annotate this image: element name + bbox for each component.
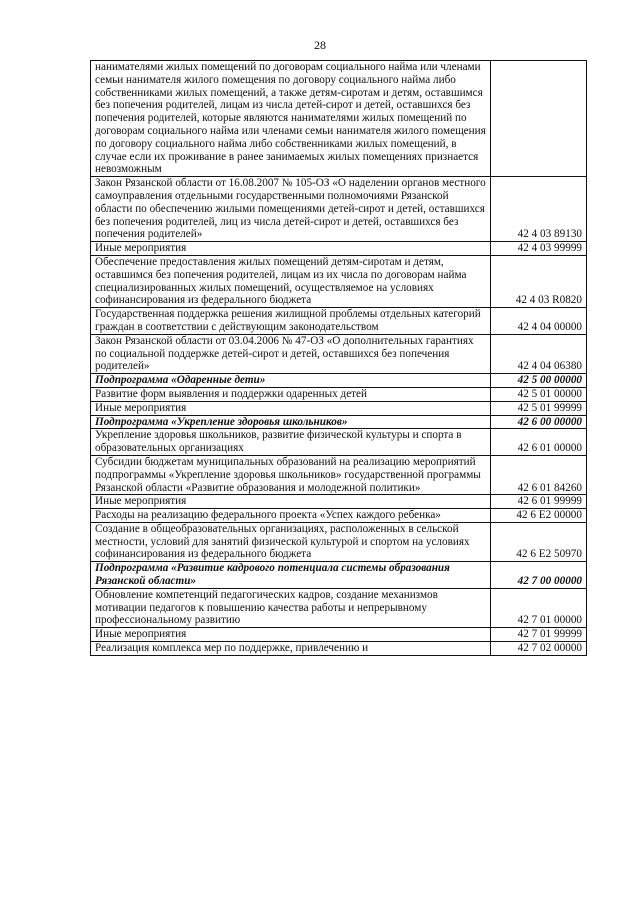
row-name-cell: Подпрограмма «Развитие кадрового потенциала системы образования Рязанской области» (91, 562, 491, 589)
table-row (91, 334, 587, 373)
row-code-cell (491, 61, 587, 177)
row-name-cell: Реализация комплекса мер по поддержке, привлечению и (91, 642, 491, 656)
subprogram-row (91, 562, 587, 589)
table-row (91, 242, 587, 256)
table-row (91, 308, 587, 335)
table-row (91, 509, 587, 523)
row-name-cell: Подпрограмма «Одаренные дети» (91, 374, 491, 388)
table-row (91, 522, 587, 561)
row-code-cell: 42 7 02 00000 (491, 642, 587, 656)
row-code-cell: 42 6 01 99999 (491, 495, 587, 509)
row-code-cell: 42 5 01 99999 (491, 401, 587, 415)
row-name-cell: Закон Рязанской области от 16.08.2007 № 105-ОЗ «О наделении органов местного самоуправления отдельными государственными полномочиями Рязанской области по обеспечению жилыми помещениями детей-сирот и детей, оставшихся без попечения родителей, лиц из числа детей-сирот и детей, оставшихся без попечения родителей» (91, 177, 491, 242)
table-row (91, 429, 587, 456)
row-code-cell: 42 5 00 00000 (491, 374, 587, 388)
row-code-cell: 42 7 01 00000 (491, 588, 587, 627)
table-row (91, 61, 587, 177)
row-name-cell: Создание в общеобразовательных организациях, расположенных в сельской местности, условий для занятий физической культурой и спортом на условиях софинансирования из федерального бюджета (91, 522, 491, 561)
row-name-cell: Подпрограмма «Укрепление здоровья школьников» (91, 415, 491, 429)
row-code-cell: 42 6 E2 50970 (491, 522, 587, 561)
row-code-cell: 42 4 04 06380 (491, 334, 587, 373)
row-code-cell: 42 6 00 00000 (491, 415, 587, 429)
row-name-cell: Развитие форм выявления и поддержки одаренных детей (91, 387, 491, 401)
row-name-cell: Закон Рязанской области от 03.04.2006 № 47-ОЗ «О дополнительных гарантиях по социальной поддержке детей-сирот и детей, оставшихся без попечения родителей» (91, 334, 491, 373)
row-code-cell: 42 4 03 R0820 (491, 255, 587, 307)
subprogram-row (91, 415, 587, 429)
row-name-cell: Расходы на реализацию федерального проекта «Успех каждого ребенка» (91, 509, 491, 523)
row-code-cell: 42 5 01 00000 (491, 387, 587, 401)
row-name-cell: Обеспечение предоставления жилых помещений детям-сиротам и детям, оставшимся без попечения родителей, лицам из их числа по договорам найма специализированных жилых помещений, осуществляемое на условиях софинансирования из федерального бюджета (91, 255, 491, 307)
row-name-cell: Иные мероприятия (91, 242, 491, 256)
subprogram-row (91, 374, 587, 388)
row-name-cell: Укрепление здоровья школьников, развитие физической культуры и спорта в образовательных организациях (91, 429, 491, 456)
row-name-cell: Субсидии бюджетам муниципальных образований на реализацию мероприятий подпрограммы «Укрепление здоровья школьников» государственной программы Рязанской области «Развитие образования и молодежной политики» (91, 455, 491, 494)
budget-classification-table (90, 60, 587, 656)
row-code-cell: 42 4 03 99999 (491, 242, 587, 256)
row-name-cell: Иные мероприятия (91, 401, 491, 415)
table-row (91, 455, 587, 494)
table-row (91, 628, 587, 642)
table-row (91, 401, 587, 415)
table-row (91, 642, 587, 656)
row-name-cell: Обновление компетенций педагогических кадров, создание механизмов мотивации педагогов к повышению качества работы и непрерывному профессиональному развитию (91, 588, 491, 627)
row-code-cell: 42 4 04 00000 (491, 308, 587, 335)
table-row (91, 588, 587, 627)
table-body (91, 61, 587, 656)
row-name-cell: Иные мероприятия (91, 628, 491, 642)
table-row (91, 255, 587, 307)
row-code-cell: 42 4 03 89130 (491, 177, 587, 242)
row-name-cell: Иные мероприятия (91, 495, 491, 509)
row-code-cell: 42 6 E2 00000 (491, 509, 587, 523)
row-code-cell: 42 6 01 84260 (491, 455, 587, 494)
row-name-cell: Государственная поддержка решения жилищной проблемы отдельных категорий граждан в соответствии с действующим законодательством (91, 308, 491, 335)
table-row (91, 495, 587, 509)
table-row (91, 177, 587, 242)
page-number: 28 (314, 38, 326, 52)
row-name-cell: нанимателями жилых помещений по договорам социального найма или членами семьи нанимателя жилого помещения по договору социального найма либо собственниками жилых помещений, а также детям-сиротам и детям, оставшимся без попечения родителей, лицам из числа детей-сирот и детей, оставшихся без попечения родителей, которые являются нанимателями жилых помещений по договорам социального найма или членами семьи нанимателя жилого помещения по договору социального найма либо собственниками жилых помещений, в случае если их проживание в ранее занимаемых жилых помещениях признается невозможным (91, 61, 491, 177)
row-code-cell: 42 7 00 00000 (491, 562, 587, 589)
row-code-cell: 42 7 01 99999 (491, 628, 587, 642)
table-row (91, 387, 587, 401)
row-code-cell: 42 6 01 00000 (491, 429, 587, 456)
